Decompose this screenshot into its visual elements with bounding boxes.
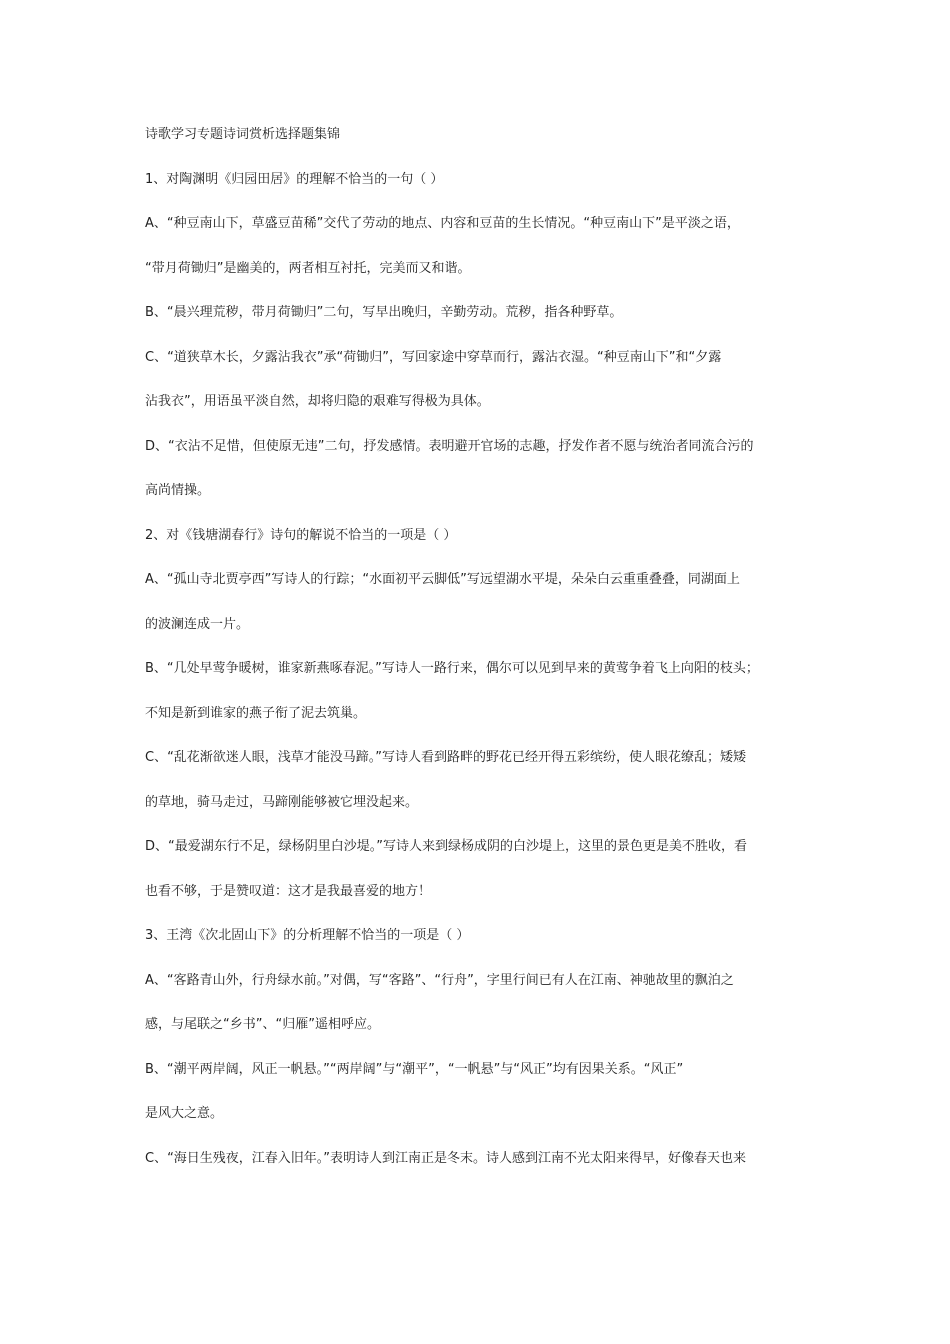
- question-2-option-d-cont: 也看不够，于是赞叹道：这才是我最喜爱的地方！: [145, 883, 432, 899]
- question-2-option-c-cont: 的草地，骑马走过，马蹄刚能够被它埋没起来。: [145, 794, 419, 810]
- question-3-option-a-cont: 感，与尾联之“乡书”、“归雁”遥相呼应。: [145, 1017, 380, 1032]
- question-1-option-a: A、“种豆南山下，草盛豆苗稀”交代了劳动的地点、内容和豆苗的生长情况。“种豆南山下”是平淡之语，: [145, 216, 740, 231]
- question-1-stem: 1、对陶渊明《归园田居》的理解不恰当的一句（ ）: [145, 171, 444, 187]
- question-3-option-c: C、“海日生残夜，江春入旧年。”表明诗人到江南正是冬末。诗人感到江南不光太阳来得早，好像春天也来: [145, 1150, 747, 1166]
- question-3-option-b: B、“潮平两岸阔，风正一帆悬。”“两岸阔”与“潮平”，“一帆悬”与“风正”均有因果关系。“风正”: [145, 1061, 684, 1077]
- question-3-stem: 3、王湾《次北固山下》的分析理解不恰当的一项是（ ）: [145, 928, 470, 943]
- question-2-option-b-cont: 不知是新到谁家的燕子衔了泥去筑巢。: [145, 705, 367, 721]
- question-3-option-b-cont: 是风大之意。: [145, 1106, 224, 1121]
- question-1-option-d-cont: 高尚情操。: [145, 483, 211, 498]
- question-1-option-d: D、“衣沾不足惜，但使原无违”二句，抒发感情。表明避开官场的志趣，抒发作者不愿与统治者同流合污的: [145, 438, 754, 454]
- document-title: 诗歌学习专题诗词赏析选择题集锦: [145, 127, 341, 142]
- question-2-option-c: C、“乱花渐欲迷人眼，浅草才能没马蹄。”写诗人看到路畔的野花已经开得五彩缤纷，使人眼花缭乱；矮矮: [145, 750, 747, 765]
- question-2-stem: 2、对《钱塘湖春行》诗句的解说不恰当的一项是（ ）: [145, 527, 457, 543]
- question-1-option-c: C、“道狭草木长，夕露沾我衣”承“荷锄归”，写回家途中穿草而行，露沾衣湿。“种豆南山下”和“夕露: [145, 349, 722, 365]
- question-2-option-a-cont: 的波澜连成一片。: [145, 616, 250, 632]
- question-1-option-b: B、“晨兴理荒秽，带月荷锄归”二句，写早出晚归，辛勤劳动。荒秽，指各种野草。: [145, 305, 623, 320]
- question-1-option-a-cont: “带月荷锄归”是幽美的，两者相互衬托，完美而又和谐。: [145, 260, 471, 276]
- question-2-option-a: A、“孤山寺北贾亭西”写诗人的行踪；“水面初平云脚低”写远望湖水平堤，朵朵白云重重叠叠，同湖面上: [145, 572, 740, 587]
- question-3-option-a: A、“客路青山外，行舟绿水前。”对偶，写“客路”、“行舟”，字里行间已有人在江南、神驰故里的飘泊之: [145, 972, 734, 988]
- question-1-option-c-cont: 沾我衣”，用语虽平淡自然，却将归隐的艰难写得极为具体。: [145, 394, 490, 409]
- question-2-option-b: B、“几处早莺争暖树，谁家新燕啄春泥。”写诗人一路行来，偶尔可以见到早来的黄莺争着飞上向阳的枝头；: [145, 661, 759, 676]
- question-2-option-d: D、“最爱湖东行不足，绿杨阴里白沙堤。”写诗人来到绿杨成阴的白沙堤上，这里的景色更是美不胜收，看: [145, 839, 747, 854]
- document-body: [145, 124, 815, 1192]
